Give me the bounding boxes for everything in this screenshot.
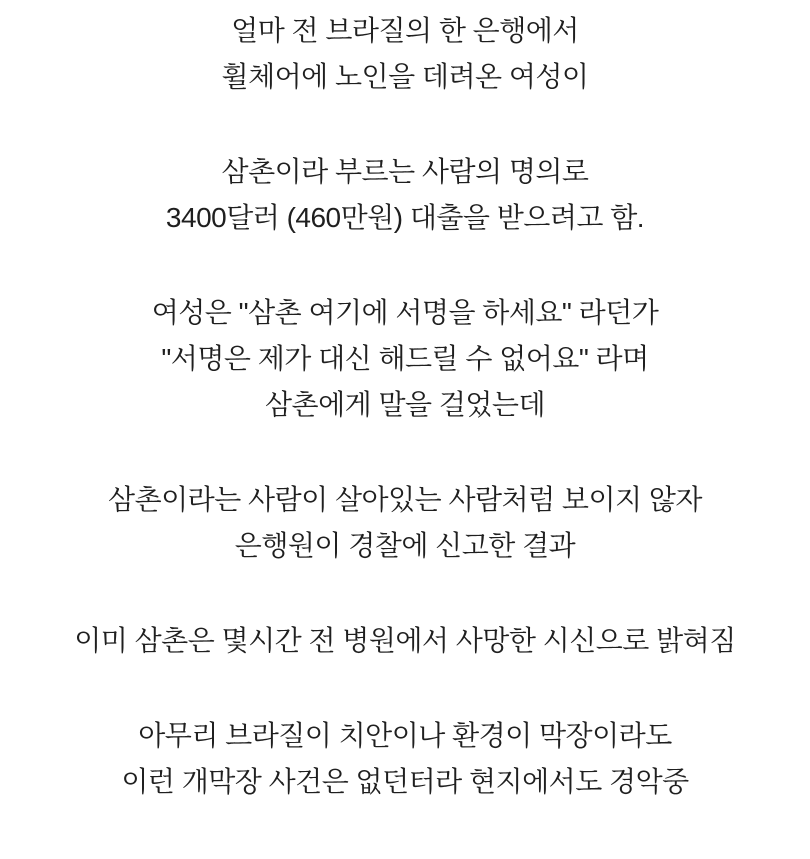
text-line: 삼촌이라 부르는 사람의 명의로 [221, 156, 589, 187]
paragraph-intro [0, 8, 810, 100]
paragraph-conclusion [0, 713, 810, 805]
paragraph-quotes [0, 290, 810, 428]
paragraph-police-report [0, 477, 810, 569]
text-line: 3400달러 (460만원) 대출을 받으려고 함. [165, 202, 645, 233]
text-line: 은행원이 경찰에 신고한 결과 [234, 530, 576, 561]
text-line: 아무리 브라질이 치안이나 환경이 막장이라도 [138, 720, 672, 751]
text-line: 이미 삼촌은 몇시간 전 병원에서 사망한 시신으로 밝혀짐 [74, 625, 736, 656]
paragraph-reveal [0, 618, 810, 664]
text-line: 얼마 전 브라질의 한 은행에서 [231, 15, 579, 46]
text-line: 휠체어에 노인을 데려온 여성이 [221, 61, 589, 92]
text-line: "서명은 제가 대신 해드릴 수 없어요" 라며 [161, 343, 649, 374]
text-line: 삼촌이라는 사람이 살아있는 사람처럼 보이지 않자 [108, 484, 702, 515]
text-line: 여성은 "삼촌 여기에 서명을 하세요" 라던가 [151, 297, 659, 328]
text-line: 이런 개막장 사건은 없던터라 현지에서도 경악중 [121, 766, 689, 797]
paragraph-loan [0, 149, 810, 241]
text-line: 삼촌에게 말을 걸었는데 [264, 389, 546, 420]
